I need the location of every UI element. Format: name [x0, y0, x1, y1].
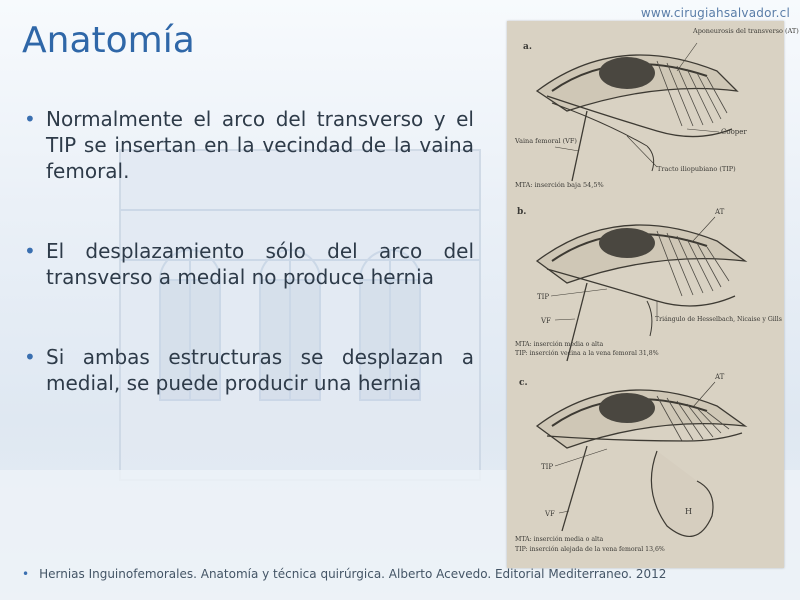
label-vf-c: VF — [545, 510, 555, 518]
bullet-text: El desplazamiento sólo del arco del transverso a medial no produce hernia — [46, 239, 474, 289]
slide-title: Anatomía — [22, 20, 195, 61]
label-vf-b: VF — [541, 317, 551, 325]
caption-c-2: TIP: inserción alejada de la vena femoral 13,6% — [515, 546, 665, 553]
label-triangle: Triángulo de Hesselbach, Nicaise y Gills — [655, 316, 782, 323]
label-vf-a: Vaina femoral (VF) — [515, 137, 577, 145]
label-at-c: AT — [715, 373, 725, 381]
caption-a: MTA: inserción baja 54,5% — [515, 181, 604, 189]
label-at-a: Aponeurosis del transverso (AT) — [693, 27, 799, 35]
caption-b-2: TIP: inserción vecina a la vena femoral 31,8% — [515, 350, 659, 357]
label-h: H — [685, 507, 692, 516]
bullet-item — [22, 238, 474, 290]
website-url: www.cirugiahsalvador.cl — [640, 6, 790, 20]
footnote — [22, 567, 666, 581]
panel-letter: b. — [517, 207, 527, 217]
bullet-text: Normalmente el arco del transverso y el TIP se insertan en la vecindad de la vaina femoral. — [46, 107, 474, 183]
caption-c-1: MTA: inserción media o alta — [515, 536, 604, 543]
panel-letter: a. — [523, 42, 532, 52]
footnote-text: Hernias Inguinofemorales. Anatomía y técnica quirúrgica. Alberto Acevedo. Editorial Mediterraneo. 2012 — [39, 567, 667, 581]
bullet-dot-icon: • — [24, 239, 36, 263]
label-cooper: Cooper — [721, 128, 747, 136]
anatomy-figure — [507, 21, 799, 568]
caption-b-1: MTA: inserción media o alta — [515, 341, 604, 348]
bullet-item — [22, 106, 474, 184]
bullet-dot-icon: • — [24, 107, 36, 131]
label-at-b: AT — [715, 208, 725, 216]
panel-c — [515, 373, 745, 553]
label-tip-b: TIP — [537, 293, 550, 301]
bullet-item — [22, 344, 474, 396]
panel-b — [515, 207, 782, 361]
bullet-list — [22, 106, 474, 450]
label-tip-a: Tracto iliopubiano (TIP) — [657, 165, 736, 173]
bullet-text: Si ambas estructuras se desplazan a medial, se puede producir una hernia — [46, 345, 474, 395]
label-tip-c: TIP — [541, 463, 554, 471]
footnote-bullet-icon: • — [22, 567, 30, 581]
anatomy-drawings — [507, 21, 799, 568]
panel-a — [514, 27, 799, 189]
panel-letter: c. — [519, 378, 528, 388]
bullet-dot-icon: • — [24, 345, 36, 369]
